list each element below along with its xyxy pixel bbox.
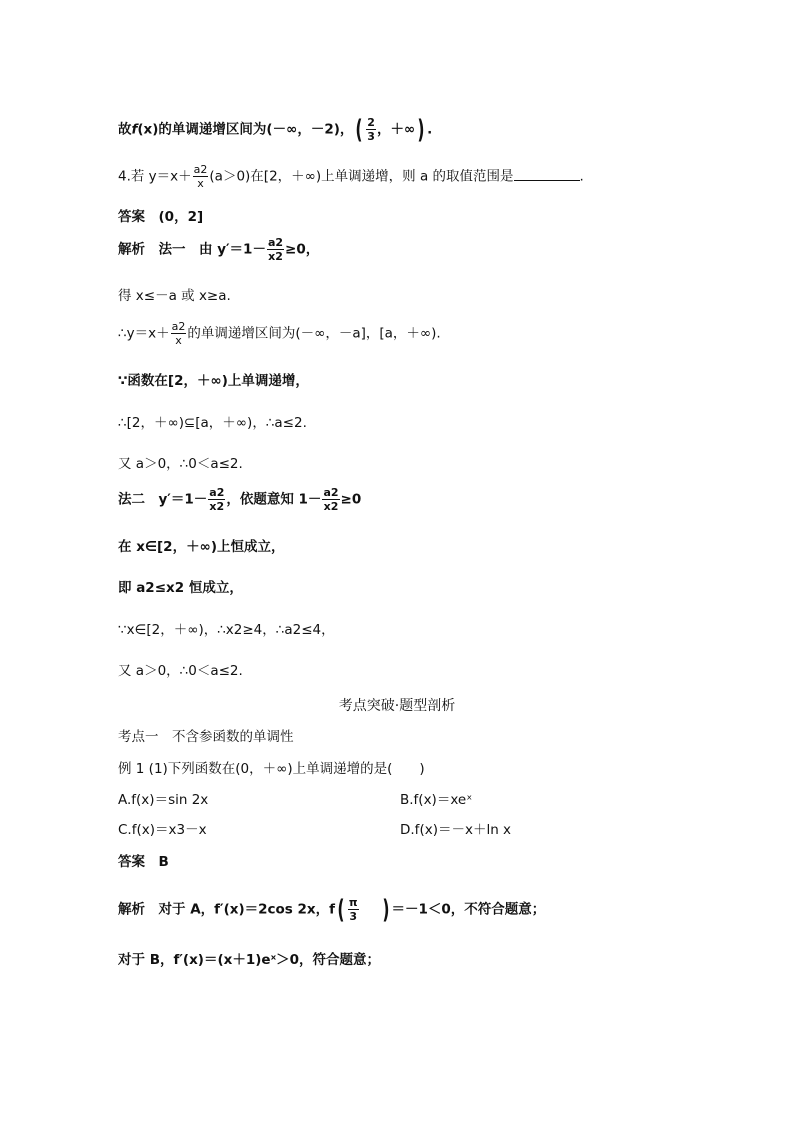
line-also-2: 又 a＞0，∴0＜a≤2. (118, 663, 243, 679)
line-ie: 即 a2≤x2 恒成立， (118, 580, 243, 596)
solution-method-1 (118, 236, 319, 263)
fraction (348, 896, 359, 923)
left-paren: ( (355, 114, 363, 145)
solution-2-b: 对于 B，f′(x)＝(x＋1)eˣ＞0，符合题意； (118, 952, 381, 968)
denominator: x2 (268, 250, 283, 263)
fraction (267, 236, 284, 263)
text: 的单调递增区间为(－∞，－a]，[a，＋∞). (187, 325, 441, 342)
numerator: a2 (193, 163, 208, 176)
denominator: x (175, 334, 182, 347)
example-1: 例 1 (1)下列函数在(0，＋∞)上单调递增的是( ) (118, 761, 425, 777)
denominator: 3 (367, 130, 375, 143)
denominator: x2 (209, 500, 225, 513)
numerator: a2 (323, 486, 339, 499)
text: (a＞0)在[2，＋∞)上单调递增，则 a 的取值范围是 (209, 168, 514, 185)
section-title: 考点突破·题型剖析 (338, 698, 456, 714)
text: (x)的单调递增区间为(－∞，－2)， (137, 121, 354, 138)
option-b: B.f(x)＝xeˣ (400, 792, 473, 808)
text: 法二 y′＝1－ (118, 491, 208, 508)
denominator: x2 (323, 500, 339, 513)
option-a: A.f(x)＝sin 2x (118, 792, 209, 808)
text: f (131, 121, 138, 138)
fraction (208, 486, 225, 513)
solution-2-a (118, 896, 545, 923)
line-since: ∵函数在[2，＋∞)上单调递增， (118, 373, 309, 389)
text: 解析 对于 A，f′(x)＝2cos 2x，f (118, 901, 336, 918)
solution-method-2 (118, 486, 361, 513)
left-paren: ( (337, 894, 345, 925)
numerator: 2 (367, 116, 375, 129)
option-c: C.f(x)＝x3－x (118, 822, 207, 838)
fraction (193, 163, 209, 190)
right-paren: ) (417, 114, 425, 145)
text: ＝－1＜0，不符合题意； (391, 901, 546, 918)
text: ∴y＝x＋ (118, 325, 170, 342)
text: ≥0， (285, 241, 320, 258)
text: ≥0 (340, 491, 362, 508)
question-4 (118, 163, 584, 190)
text: 故 (118, 121, 132, 138)
text: . (579, 168, 584, 185)
line-increasing-interval-2 (118, 320, 441, 347)
text: ，＋∞ (376, 121, 416, 138)
fraction (322, 486, 339, 513)
answer-1: 答案 (0，2] (118, 209, 204, 225)
numerator: a2 (209, 486, 225, 499)
line-x-squared: ∵x∈[2，＋∞)，∴x2≥4，∴a2≤4， (118, 622, 335, 638)
text: ，依题意知 1－ (226, 491, 322, 508)
topic-1-heading: 考点一 不含参函数的单调性 (118, 729, 294, 745)
numerator: π (348, 896, 358, 909)
answer-2: 答案 B (118, 854, 169, 870)
option-d: D.f(x)＝－x＋ln x (400, 822, 512, 838)
line-get: 得 x≤－a 或 x≥a. (118, 288, 231, 304)
numerator: a2 (171, 320, 186, 333)
line-always: 在 x∈[2，＋∞)上恒成立， (118, 539, 285, 555)
line-also-1: 又 a＞0，∴0＜a≤2. (118, 456, 243, 472)
denominator: 3 (349, 910, 358, 923)
fraction (366, 116, 376, 143)
numerator: a2 (267, 236, 284, 249)
line-subset: ∴[2，＋∞)⊆[a，＋∞)，∴a≤2. (118, 415, 307, 431)
right-paren: ) (381, 894, 390, 925)
fraction (171, 320, 187, 347)
text: 4.若 y＝x＋ (118, 168, 192, 185)
text: 解析 法一 由 y′＝1－ (118, 241, 266, 258)
line-increasing-interval: 故f(x)的单调递增区间为(－∞，－2)，( $\frac{2}{3}$ ，＋∞) . (118, 114, 433, 145)
denominator: x (197, 177, 204, 190)
answer-blank (514, 170, 580, 181)
